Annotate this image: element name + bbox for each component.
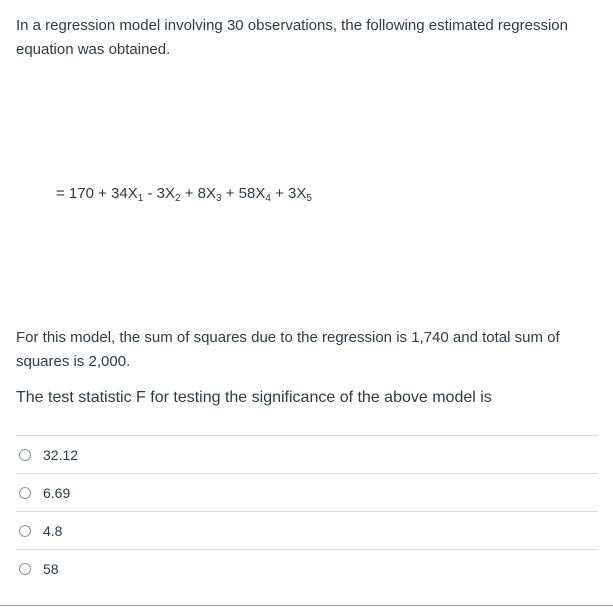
equation-prefix: = 170 + 34X [56,185,138,202]
equation-subscript-1: 1 [137,193,144,204]
answer-option[interactable] [16,549,598,587]
answer-label: 4.8 [43,522,63,539]
question-details: For this model, the sum of squares due to the regression is 1,740 and total sum of squares is 2,000. [16,329,560,370]
equation-part-2: - 3X [143,185,175,202]
equation-part-5: + 3X [270,185,307,202]
answer-option[interactable] [16,473,598,511]
question-prompt: The test statistic F for testing the significance of the above model is [16,389,492,406]
answer-option[interactable] [16,511,598,549]
equation-part-4: + 58X [221,185,266,202]
answer-option[interactable] [16,435,598,473]
regression-equation [56,183,312,205]
radio-button[interactable] [19,563,31,575]
radio-button[interactable] [19,525,31,537]
answer-label: 6.69 [43,484,71,501]
equation-subscript-2: 2 [175,193,181,204]
radio-button[interactable] [19,449,31,461]
answer-label: 58 [43,560,59,577]
question-text [16,14,601,62]
answer-label: 32.12 [43,446,79,463]
equation-subscript-3: 3 [216,193,222,204]
equation-subscript-4: 4 [265,193,271,204]
equation-part-3: + 8X [180,185,217,202]
answer-list [16,435,598,587]
bottom-divider [0,605,613,606]
question-intro: In a regression model involving 30 observations, the following estimated regression equation was obtained. [16,17,568,58]
radio-button[interactable] [19,487,31,499]
equation-subscript-5: 5 [306,193,312,204]
